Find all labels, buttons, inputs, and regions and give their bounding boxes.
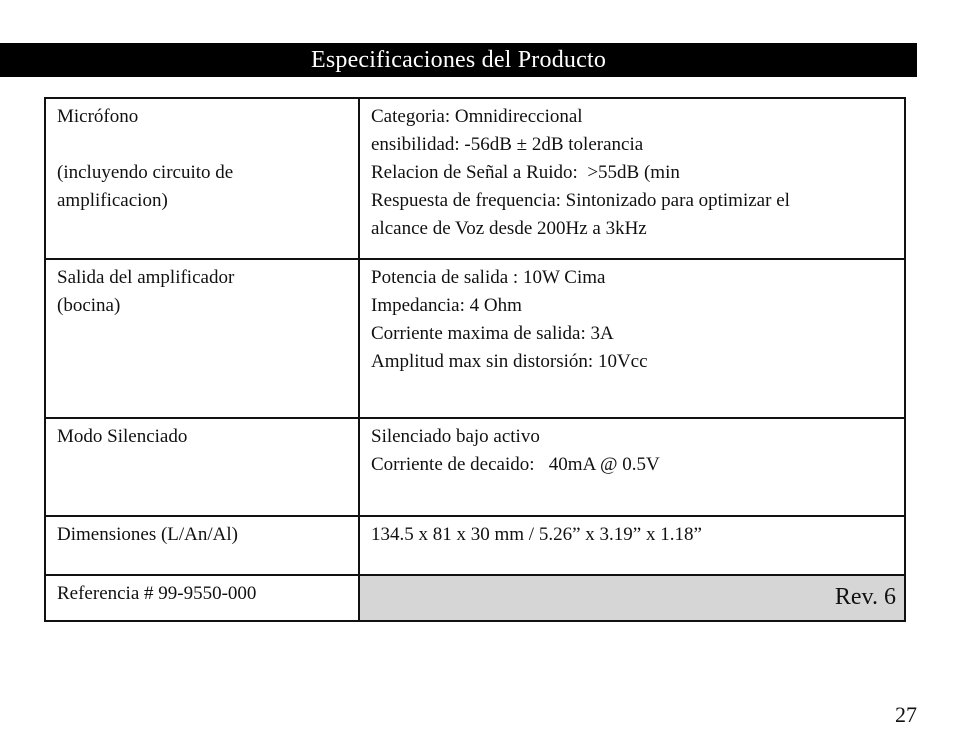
- spec-value-line: Potencia de salida : 10W Cima: [371, 267, 606, 288]
- table-row: [45, 516, 905, 575]
- page-number: 27: [895, 702, 917, 727]
- spec-value-cell: [359, 418, 905, 516]
- spec-value-line: alcance de Voz desde 200Hz a 3kHz: [371, 218, 647, 239]
- spec-value-line: Amplitud max sin distorsión: 10Vcc: [371, 351, 648, 372]
- reference-number: Referencia # 99-9550-000: [57, 583, 257, 604]
- spec-value-line: 134.5 x 81 x 30 mm / 5.26” x 3.19” x 1.18”: [371, 524, 702, 545]
- table-row: [45, 575, 905, 621]
- page-title: Especificaciones del Producto: [0, 43, 917, 77]
- table-row: [45, 98, 905, 259]
- reference-cell: [45, 575, 359, 621]
- spec-value-line: Categoria: Omnidireccional: [371, 106, 583, 127]
- spec-label-cell: [45, 516, 359, 575]
- spec-label-cell: [45, 418, 359, 516]
- spec-value-cell: [359, 516, 905, 575]
- table-row: [45, 418, 905, 516]
- spec-value-line: ensibilidad: -56dB ± 2dB tolerancia: [371, 134, 644, 155]
- spec-value-cell: [359, 98, 905, 259]
- spec-value-line: Corriente de decaido: 40mA @ 0.5V: [371, 454, 660, 475]
- spec-label-line: Micrófono: [57, 106, 139, 127]
- spec-label-line: (incluyendo circuito de: [57, 162, 234, 183]
- spec-value-line: Respuesta de frequencia: Sintonizado para optimizar el: [371, 190, 790, 211]
- table-row: [45, 259, 905, 418]
- revision-cell: [359, 575, 905, 621]
- spec-label-cell: [45, 98, 359, 259]
- specifications-table: [44, 97, 906, 622]
- spec-label-cell: [45, 259, 359, 418]
- spec-value-line: Relacion de Señal a Ruido: >55dB (min: [371, 162, 680, 183]
- spec-label-line: Salida del amplificador: [57, 267, 235, 288]
- spec-value-cell: [359, 259, 905, 418]
- spec-label-line: Modo Silenciado: [57, 426, 188, 447]
- spec-label-spacer: [57, 131, 348, 159]
- spec-value-line: Silenciado bajo activo: [371, 426, 540, 447]
- revision-label: Rev. 6: [834, 584, 896, 610]
- spec-label-line: (bocina): [57, 295, 121, 316]
- spec-value-line: Impedancia: 4 Ohm: [371, 295, 522, 316]
- spec-label-line: Dimensiones (L/An/Al): [57, 524, 239, 545]
- spec-value-line: Corriente maxima de salida: 3A: [371, 323, 614, 344]
- spec-label-line: amplificacion): [57, 190, 168, 211]
